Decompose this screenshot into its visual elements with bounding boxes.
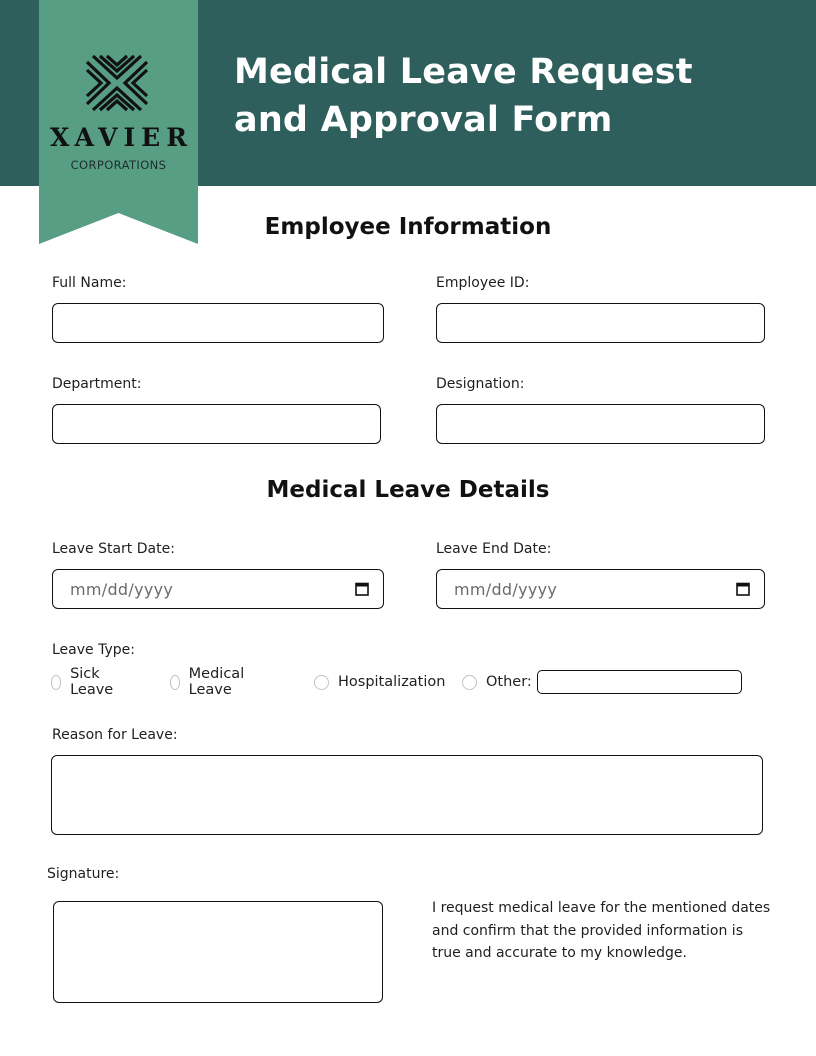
employee-id-input[interactable]: [436, 303, 765, 343]
ribbon-shape: [39, 0, 198, 244]
radio-other[interactable]: [462, 670, 532, 694]
employee-id-label: Employee ID:: [436, 275, 530, 291]
leave-start-date-input[interactable]: [52, 569, 384, 609]
declaration-text: I request medical leave for the mentioned dates and confirm that the provided information is true and accurate to my knowledge.: [432, 900, 771, 961]
leave-end-date-input[interactable]: [436, 569, 765, 609]
designation-label: Designation:: [436, 376, 525, 392]
department-label: Department:: [52, 376, 142, 392]
radio-label: Sick Leave: [70, 666, 114, 698]
radio-circle-icon[interactable]: [462, 675, 477, 690]
title-line-2: and Approval Form: [234, 100, 613, 140]
radio-label: Medical Leave: [188, 666, 245, 698]
signature-label: Signature:: [47, 866, 120, 882]
reason-textarea[interactable]: [51, 755, 763, 835]
signature-box[interactable]: [53, 901, 383, 1003]
leave-details-heading: Medical Leave Details: [266, 477, 550, 503]
reason-label: Reason for Leave:: [52, 727, 178, 743]
calendar-icon[interactable]: [355, 582, 369, 596]
radio-medical-leave[interactable]: [170, 666, 250, 698]
designation-input[interactable]: [436, 404, 765, 444]
x-chevron-logo-icon: [85, 54, 149, 112]
full-name-input[interactable]: [52, 303, 384, 343]
radio-circle-icon[interactable]: [51, 675, 61, 690]
full-name-label: Full Name:: [52, 275, 127, 291]
logo-company-name: XAVIER: [49, 123, 193, 152]
other-leave-type-input[interactable]: [537, 670, 742, 694]
title-line-1: Medical Leave Request: [234, 52, 693, 92]
logo-ribbon: [39, 0, 198, 244]
radio-circle-icon[interactable]: [170, 675, 180, 690]
employee-info-heading: Employee Information: [264, 214, 552, 240]
radio-circle-icon[interactable]: [314, 675, 329, 690]
leave-type-label: Leave Type:: [52, 642, 135, 658]
radio-label: Other:: [486, 674, 532, 690]
leave-end-date-label: Leave End Date:: [436, 541, 552, 557]
radio-label: Hospitalization: [338, 674, 446, 690]
end-date-placeholder: mm/dd/yyyy: [454, 579, 558, 599]
start-date-placeholder: mm/dd/yyyy: [70, 579, 174, 599]
radio-sick-leave[interactable]: [51, 666, 118, 698]
radio-hospitalization[interactable]: [314, 670, 445, 694]
calendar-icon[interactable]: [736, 582, 750, 596]
department-input[interactable]: [52, 404, 381, 444]
leave-start-date-label: Leave Start Date:: [52, 541, 175, 557]
page-title: [234, 48, 794, 144]
logo-company-subtitle: CORPORATIONS: [70, 158, 167, 172]
